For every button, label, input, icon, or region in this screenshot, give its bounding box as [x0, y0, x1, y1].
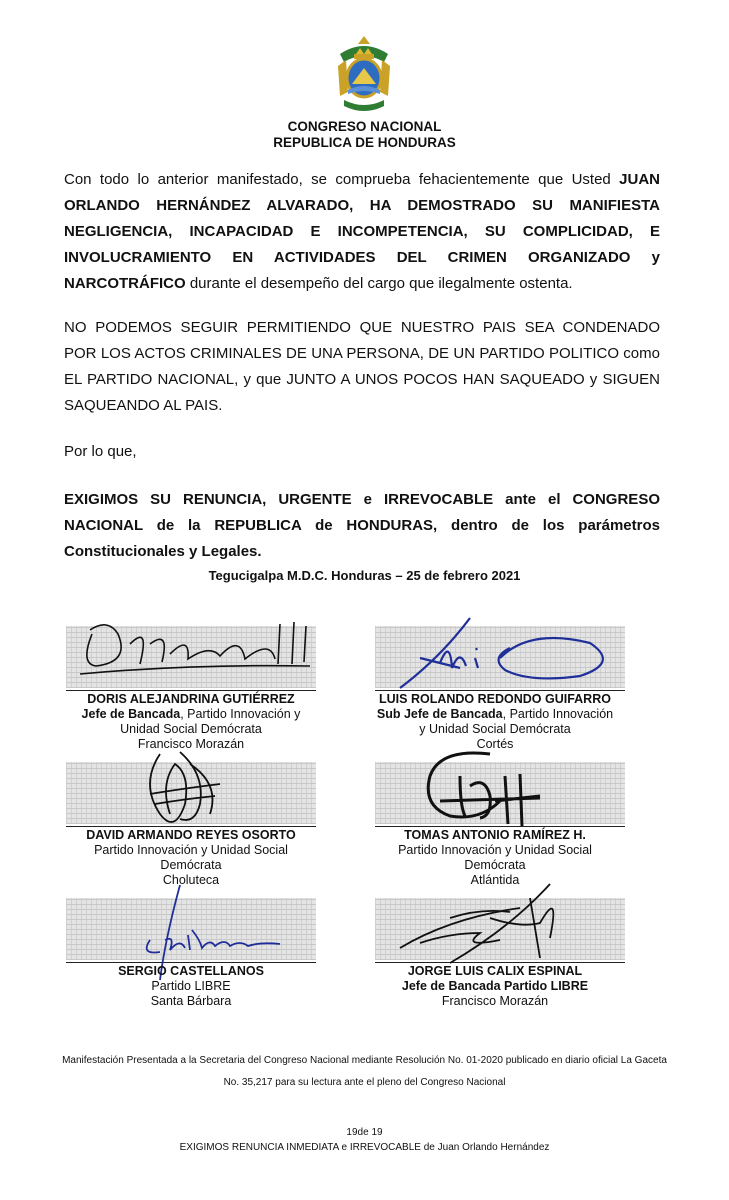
place-date: Tegucigalpa M.D.C. Honduras – 25 de febrero 2021: [208, 568, 521, 583]
signature-luis: [380, 608, 620, 694]
signatory-5-department: Santa Bárbara: [150, 994, 232, 1008]
signatory-6-name: JORGE LUIS CALIX ESPINAL: [407, 964, 583, 978]
signatory-6-role-bold: Jefe de Bancada Partido LIBRE: [401, 979, 589, 993]
signatory-6: [345, 964, 645, 1009]
signatory-3-name: DAVID ARMANDO REYES OSORTO: [86, 828, 296, 842]
signatory-2-role-rest: , Partido Innovación: [502, 707, 614, 721]
signatory-2-role: [345, 707, 645, 722]
signatory-1: [41, 692, 341, 752]
coat-of-arms-icon: [330, 32, 398, 116]
signatory-3-party-cont: Demócrata: [160, 858, 222, 872]
running-title: EXIGIMOS RENUNCIA INMEDIATA e IRREVOCABLE de Juan Orlando Hernández: [179, 1142, 550, 1153]
signatory-6-department: Francisco Morazán: [441, 994, 549, 1008]
signatory-2-party: y Unidad Social Demócrata: [419, 722, 571, 736]
footer-note-line1: Manifestación Presentada a la Secretaria del Congreso Nacional mediante Resolución No. 01-2020 publicado en diario oficial La Gaceta: [62, 1055, 667, 1066]
signatory-5: [41, 964, 341, 1009]
institution-name: CONGRESO NACIONAL: [287, 119, 442, 134]
signatory-1-role-rest: , Partido Innovación y: [180, 707, 301, 721]
signatory-6-role: [345, 979, 645, 994]
footer-note: [30, 1050, 699, 1094]
signatory-1-department: Francisco Morazán: [137, 737, 245, 751]
signature-jorge: [390, 878, 590, 968]
signatory-3-party: Partido Innovación y Unidad Social: [94, 843, 288, 857]
signatory-4-party: Partido Innovación y Unidad Social: [398, 843, 592, 857]
signatory-3: [41, 828, 341, 888]
signatory-5-name: SERGIO CASTELLANOS: [118, 964, 264, 978]
paragraph-findings-tail: durante el desempeño del cargo que ilegalmente ostenta.: [185, 275, 573, 292]
signatory-4-name: TOMAS ANTONIO RAMÍREZ H.: [404, 828, 586, 842]
signature-tomas: [410, 746, 550, 836]
signature-doris: [70, 604, 330, 694]
signatory-1-party: Unidad Social Demócrata: [120, 722, 262, 736]
page-number: 19de 19: [346, 1127, 383, 1138]
signatory-4-party-cont: Demócrata: [464, 858, 526, 872]
signatory-2: [345, 692, 645, 752]
paragraph-findings: [64, 167, 660, 297]
paragraph-findings-bold: JUAN ORLANDO HERNÁNDEZ ALVARADO, HA DEMOSTRADO SU MANIFIESTA NEGLIGENCIA, INCAPACIDAD E INCOMPETENCIA, SU COMPLICIDAD, E INVOLUCRAMIENTO EN ACTIVIDADES DEL CRIMEN ORGANIZADO y NARCOTRÁFICO: [64, 171, 660, 292]
signatory-1-role-bold: Jefe de Bancada: [81, 707, 181, 721]
country-name: REPUBLICA DE HONDURAS: [273, 135, 456, 150]
paragraph-demand: EXIGIMOS SU RENUNCIA, URGENTE e IRREVOCABLE ante el CONGRESO NACIONAL de la REPUBLICA de HONDURAS, dentro de los parámetros Constitucionales y Legales.: [64, 491, 660, 560]
signatory-1-name: DORIS ALEJANDRINA GUTIÉRREZ: [87, 692, 295, 706]
signatory-2-name: LUIS ROLANDO REDONDO GUIFARRO: [379, 692, 611, 706]
paragraph-findings-lead: Con todo lo anterior manifestado, se comprueba fehacientemente que Usted: [64, 171, 620, 188]
signatory-2-department: Cortés: [476, 737, 514, 751]
paragraph-transition: Por lo que,: [64, 443, 137, 460]
signatory-5-party: Partido LIBRE: [151, 979, 231, 993]
signatory-3-department: Choluteca: [162, 873, 220, 887]
signatory-1-role: [41, 707, 341, 722]
signatory-4-department: Atlántida: [470, 873, 520, 887]
paragraph-condemnation: NO PODEMOS SEGUIR PERMITIENDO QUE NUESTRO PAIS SEA CONDENADO POR LOS ACTOS CRIMINALES DE UNA PERSONA, DE UN PARTIDO POLITICO como EL PARTIDO NACIONAL, y que JUNTO A UNOS POCOS HAN SAQUEADO y SIGUEN SAQUEANDO AL PAIS.: [64, 319, 660, 414]
signature-david: [130, 744, 240, 840]
footer-note-line2: No. 35,217 para su lectura ante el pleno del Congreso Nacional: [223, 1077, 506, 1088]
signatory-2-role-bold: Sub Jefe de Bancada: [376, 707, 503, 721]
